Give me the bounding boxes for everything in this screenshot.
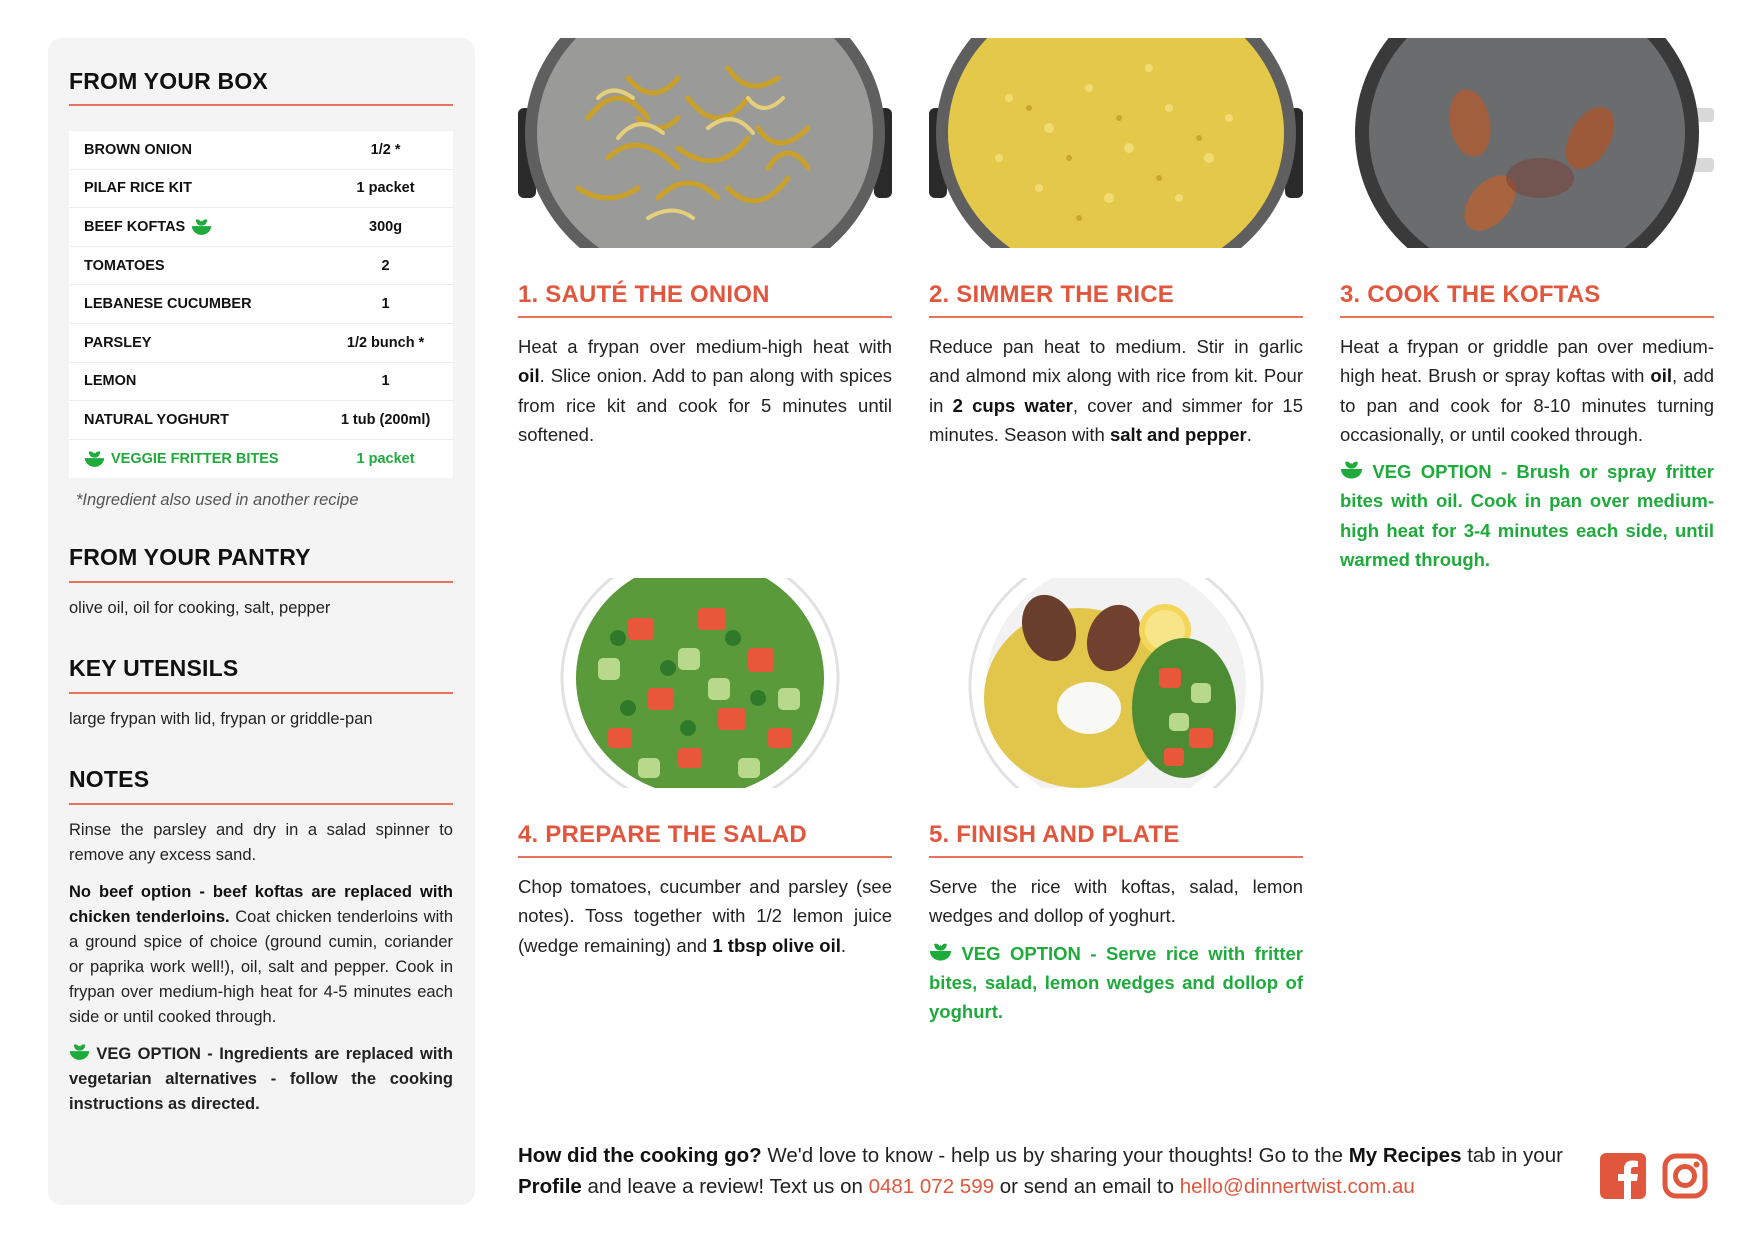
ingredient-row — [69, 324, 453, 363]
step-bold: 1 tbsp olive oil — [712, 934, 841, 956]
footer-email-link[interactable]: hello@dinnertwist.com.au — [1179, 1175, 1415, 1198]
ingredient-row — [69, 208, 453, 247]
step-5-veg-option — [929, 939, 1303, 1027]
ingredient-row — [69, 285, 453, 324]
note-paragraph — [69, 880, 453, 1030]
footer-phone-link[interactable]: 0481 072 599 — [868, 1175, 994, 1198]
ingredient-row-veg — [69, 440, 453, 479]
ingredient-row — [69, 131, 453, 170]
step-bold: 2 cups water — [952, 394, 1073, 416]
step-5-text: Serve the rice with koftas, salad, lemon wedges and dollop of yoghurt. — [929, 876, 1303, 927]
footer-text: and leave a review! Text us on — [581, 1175, 869, 1198]
notes-section — [69, 766, 453, 1117]
ingredient-name: PILAF RICE KIT — [84, 180, 192, 197]
footer-question: How did the cooking go? — [518, 1144, 762, 1167]
ingredient-name: TOMATOES — [84, 257, 165, 274]
note-paragraph: Rinse the parsley and dry in a salad spinner to remove any excess sand. — [69, 821, 453, 865]
footer-bold: My Recipes — [1348, 1144, 1462, 1167]
ingredients-sidebar — [48, 38, 475, 1205]
step-bold: oil — [1650, 365, 1672, 387]
step-1-title: 1. SAUTÉ THE ONION — [518, 281, 892, 318]
footer-text: tab in your — [1461, 1144, 1563, 1167]
ingredient-row — [69, 363, 453, 402]
utensils-text: large frypan with lid, frypan or griddle-pan — [69, 710, 373, 729]
ingredient-name: BROWN ONION — [84, 141, 192, 158]
feedback-footer — [518, 1140, 1578, 1202]
step-4 — [518, 578, 892, 960]
step-4-photo — [518, 578, 892, 788]
ingredient-name: BEEF KOFTAS — [84, 218, 186, 235]
step-5 — [929, 578, 1303, 1026]
pantry-text: olive oil, oil for cooking, salt, pepper — [69, 599, 331, 618]
step-1 — [518, 38, 892, 449]
step-text: , cover and simmer for 15 minutes. Season with — [929, 394, 1303, 445]
ingredient-footnote: *Ingredient also used in another recipe — [76, 491, 359, 510]
note-text: Coat chicken tenderloins with a ground spice of choice (ground cumin, coriander or paprika work well!), oil, salt and pepper. Cook in frypan over medium-high heat for 4-5 minutes each side or until cooked through. — [69, 908, 454, 1027]
notes-heading: NOTES — [69, 766, 453, 805]
utensils-section — [69, 655, 453, 732]
ingredient-name: LEBANESE CUCUMBER — [84, 296, 252, 313]
pantry-heading: FROM YOUR PANTRY — [69, 544, 453, 583]
ingredient-qty: 300g — [369, 218, 403, 235]
ingredient-qty: 1/2 * — [370, 141, 401, 158]
step-text: , add to pan and cook for 8-10 minutes turning occasionally, or until cooked through. — [1340, 365, 1714, 445]
step-text: Heat a frypan over medium-high heat with — [518, 336, 892, 357]
ingredient-qty: 1 — [381, 373, 390, 390]
step-text: Reduce pan heat to medium. Stir in garlic and almond mix along with rice from kit. Pour in — [929, 336, 1303, 416]
step-text: Chop tomatoes, cucumber and parsley (see notes). Toss together with 1/2 lemon juice (wedge remaining) and — [518, 876, 892, 956]
ingredient-name: NATURAL YOGHURT — [84, 411, 229, 428]
step-5-title: 5. FINISH AND PLATE — [929, 821, 1303, 858]
step-4-text — [518, 872, 892, 960]
step-2 — [929, 38, 1303, 449]
utensils-heading: KEY UTENSILS — [69, 655, 453, 694]
ingredient-row — [69, 401, 453, 440]
ingredient-name-wrap — [84, 218, 318, 236]
step-3-title: 3. COOK THE KOFTAS — [1340, 281, 1714, 318]
box-heading: FROM YOUR BOX — [69, 68, 453, 106]
step-5-photo — [929, 578, 1303, 788]
veg-option-text: VEG OPTION - Brush or spray fritter bites with oil. Cook in pan over medium-high heat for 3-4 minutes each side, until warmed through. — [1340, 461, 1714, 571]
note-veg-paragraph — [69, 1042, 453, 1117]
veg-option-text: VEG OPTION - Serve rice with fritter bites, salad, lemon wedges and dollop of yoghurt. — [929, 942, 1303, 1023]
step-3-text — [1340, 332, 1714, 449]
ingredient-table — [69, 131, 453, 478]
ingredient-qty: 2 — [381, 257, 390, 274]
pantry-section — [69, 544, 453, 621]
veg-bowl-icon — [191, 218, 212, 236]
ingredient-name-wrap — [84, 450, 318, 468]
veg-bowl-icon — [1340, 460, 1363, 480]
note-veg-text: VEG OPTION - Ingredients are replaced with vegetarian alternatives - follow the cooking instructions as directed. — [69, 1045, 453, 1114]
step-3 — [1340, 38, 1714, 574]
step-2-text — [929, 332, 1303, 449]
step-4-title: 4. PREPARE THE SALAD — [518, 821, 892, 858]
step-text: . — [840, 934, 846, 956]
footer-text: We'd love to know - help us by sharing your thoughts! Go to the — [761, 1144, 1349, 1167]
ingredient-name: LEMON — [84, 373, 137, 390]
footer-bold: Profile — [518, 1175, 582, 1198]
step-2-title: 2. SIMMER THE RICE — [929, 281, 1303, 318]
veg-bowl-icon — [929, 942, 952, 962]
step-bold: salt and pepper — [1109, 423, 1247, 445]
ingredient-name: VEGGIE FRITTER BITES — [111, 451, 279, 468]
step-1-photo — [518, 38, 892, 248]
step-3-veg-option — [1340, 457, 1714, 574]
ingredient-qty: 1 packet — [356, 180, 415, 197]
step-2-photo — [929, 38, 1303, 248]
step-text: . Slice onion. Add to pan along with spices from rice kit and cook for 5 minutes until softened. — [518, 365, 892, 445]
ingredient-qty: 1 — [381, 296, 390, 313]
veg-bowl-icon — [84, 450, 105, 468]
ingredient-qty: 1 packet — [356, 451, 415, 468]
step-1-text — [518, 332, 892, 449]
ingredient-row — [69, 247, 453, 286]
step-3-photo — [1340, 38, 1714, 248]
veg-bowl-icon — [69, 1043, 90, 1061]
step-text: . — [1246, 423, 1252, 445]
instagram-icon[interactable] — [1662, 1153, 1708, 1199]
step-text: Heat a frypan or griddle pan over medium-high heat. Brush or spray koftas with — [1340, 336, 1714, 387]
facebook-icon[interactable] — [1600, 1153, 1646, 1199]
ingredient-row — [69, 170, 453, 209]
ingredient-qty: 1 tub (200ml) — [340, 411, 431, 428]
step-bold: oil — [518, 365, 540, 387]
footer-text: or send an email to — [994, 1175, 1180, 1198]
ingredient-qty: 1/2 bunch * — [346, 334, 425, 351]
ingredient-name: PARSLEY — [84, 334, 152, 351]
note-bold: No beef option - beef koftas are replaced with chicken tenderloins. — [69, 883, 453, 927]
